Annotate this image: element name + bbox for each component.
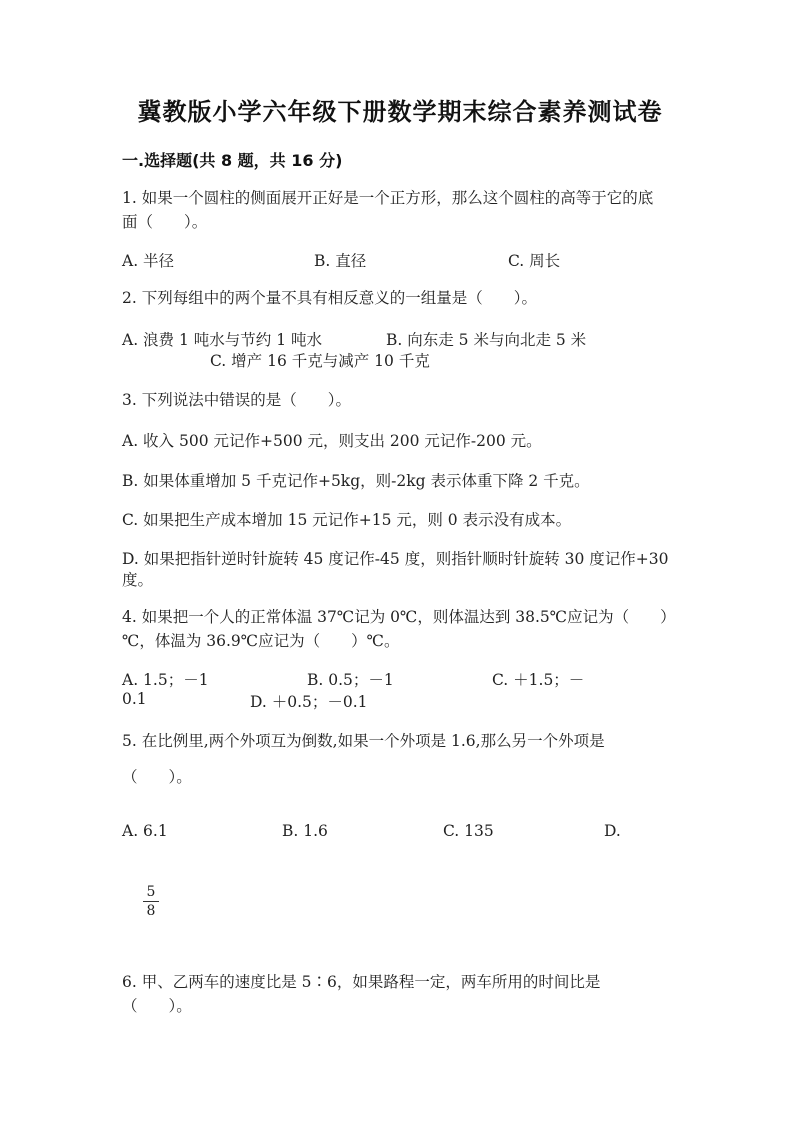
question-3-option-a: A. 收入 500 元记作+500 元，则支出 200 元记作-200 元。 bbox=[122, 432, 542, 450]
question-4-text-line-2: ℃，体温为 36.9℃应记为（ ）℃。 bbox=[122, 632, 400, 650]
question-3-option-b: B. 如果体重增加 5 千克记作+5kg，则-2kg 表示体重下降 2 千克。 bbox=[122, 472, 590, 490]
option-d-fraction bbox=[142, 884, 160, 919]
question-2-option-a: A. 浪费 1 吨水与节约 1 吨水 bbox=[122, 331, 322, 349]
question-3-option-d-continued: 度。 bbox=[122, 571, 154, 589]
question-1-option-c: C. 周长 bbox=[508, 252, 561, 270]
question-1-text-line-2: 面（ ）。 bbox=[122, 213, 208, 231]
question-3-option-d: D. 如果把指针逆时针旋转 45 度记作-45 度，则指针顺时针旋转 30 度记作+30 bbox=[122, 550, 669, 568]
question-5-option-c: C. 135 bbox=[443, 822, 494, 840]
question-4-option-c-continued: 0.1 bbox=[122, 690, 147, 708]
question-1-text-line-1: 1. 如果一个圆柱的侧面展开正好是一个正方形，那么这个圆柱的高等于它的底 bbox=[122, 189, 654, 207]
fraction-numerator: 5 bbox=[146, 884, 156, 900]
question-6-text-line-2: （ ）。 bbox=[122, 997, 192, 1015]
question-4-option-d: D. ＋0.5；－0.1 bbox=[250, 693, 368, 711]
question-2-option-b: B. 向东走 5 米与向北走 5 米 bbox=[386, 331, 587, 349]
question-5-text-line-2: （ ）。 bbox=[122, 768, 192, 786]
question-4-option-b: B. 0.5；－1 bbox=[307, 671, 394, 689]
fraction-bar bbox=[143, 901, 159, 902]
question-4-text-line-1: 4. 如果把一个人的正常体温 37℃记为 0℃，则体温达到 38.5℃应记为（ ） bbox=[122, 608, 676, 626]
question-1-option-b: B. 直径 bbox=[314, 252, 367, 270]
question-2-option-c: C. 增产 16 千克与减产 10 千克 bbox=[210, 352, 430, 370]
page-title: 冀教版小学六年级下册数学期末综合素养测试卷 bbox=[137, 98, 663, 126]
question-4-option-a: A. 1.5；－1 bbox=[122, 671, 209, 689]
fraction-denominator: 8 bbox=[146, 903, 156, 919]
question-5-text-line-1: 5. 在比例里,两个外项互为倒数,如果一个外项是 1.6,那么另一个外项是 bbox=[122, 732, 605, 750]
section-heading: 一.选择题(共 8 题，共 16 分) bbox=[122, 151, 343, 170]
question-5-option-a: A. 6.1 bbox=[122, 822, 168, 840]
question-4-option-c: C. ＋1.5；－ bbox=[492, 671, 585, 689]
question-2-text: 2. 下列每组中的两个量不具有相反意义的一组量是（ ）。 bbox=[122, 289, 537, 307]
question-5-option-b: B. 1.6 bbox=[282, 822, 328, 840]
question-5-option-d: D. bbox=[604, 822, 621, 840]
question-3-text: 3. 下列说法中错误的是（ ）。 bbox=[122, 391, 351, 409]
question-3-option-c: C. 如果把生产成本增加 15 元记作+15 元，则 0 表示没有成本。 bbox=[122, 511, 572, 529]
question-6-text-line-1: 6. 甲、乙两车的速度比是 5∶6，如果路程一定，两车所用的时间比是 bbox=[122, 973, 601, 991]
question-1-option-a: A. 半径 bbox=[122, 252, 175, 270]
